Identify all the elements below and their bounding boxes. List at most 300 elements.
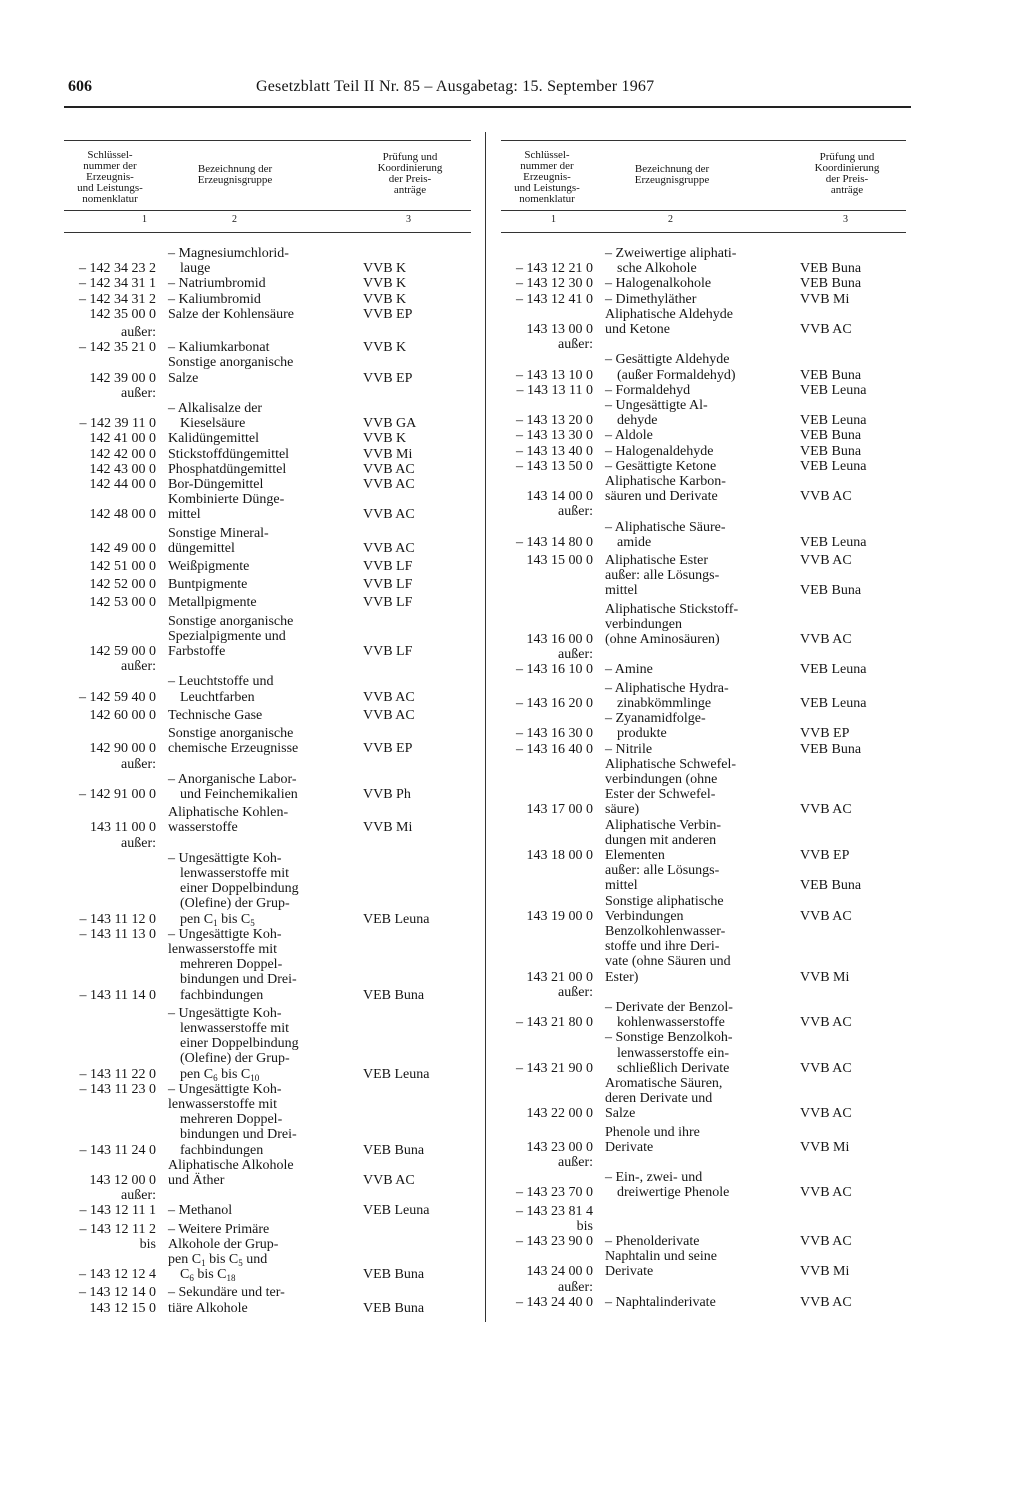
product-group-name (593, 1030, 786, 1076)
product-group-name (156, 659, 349, 674)
description-line: Alkohole der Grup- (168, 1236, 279, 1252)
table-row (501, 459, 906, 474)
table-row (501, 1219, 906, 1234)
key-number: – 143 12 41 0 (516, 291, 593, 307)
price-authority: VEB Buna (800, 878, 862, 894)
header-col-authority: Prüfung und Koordinierung der Preis- anträge (377, 151, 443, 196)
description-line: Aliphatische Alkohole (168, 1157, 294, 1173)
table-row (501, 246, 906, 276)
key-number: – 143 13 40 0 (516, 443, 593, 459)
description-line: – Phenolderivate (605, 1234, 700, 1249)
description-line: bindungen und Drei- (180, 972, 297, 988)
description-line: und Feinchemikalien (180, 786, 298, 802)
table-row (64, 1188, 471, 1203)
description-line: Aliphatische Verbin- (605, 817, 721, 833)
price-authority: VVB AC (800, 489, 852, 505)
key-number: – 143 13 11 0 (516, 382, 593, 398)
description-line: verbindungen (ohne (605, 771, 718, 787)
description-line: Ester der Schwefel- (605, 787, 716, 803)
table-row (501, 568, 906, 598)
right-table-body (501, 246, 906, 1310)
key-number: 143 12 15 0 (89, 1300, 156, 1316)
price-authority: VVB AC (800, 1294, 852, 1310)
price-authority: VVB EP (800, 726, 850, 742)
table-row (501, 1170, 906, 1200)
key-number: 143 21 00 0 (526, 969, 593, 985)
key-number: 143 16 00 0 (526, 632, 593, 648)
description-line: Kalidüngemittel (168, 431, 259, 447)
table-row (501, 1030, 906, 1076)
product-group-name (593, 1219, 786, 1234)
column-number-1: 1 (551, 214, 556, 225)
description-line: – Derivate der Benzol- (605, 999, 733, 1015)
description-line: amide (617, 534, 652, 550)
description-line: mittel (605, 583, 638, 599)
key-number: – 143 16 20 0 (516, 695, 593, 711)
price-authority: VEB Leuna (800, 413, 867, 429)
price-authority: VVB K (363, 340, 407, 356)
table-row (64, 492, 471, 522)
product-group-name (593, 602, 786, 648)
price-authority: VEB Buna (800, 583, 862, 599)
price-authority: VVB AC (800, 553, 852, 569)
table-row (64, 757, 471, 772)
table-header-rule (64, 210, 471, 211)
key-number: – 143 12 11 2 (79, 1221, 156, 1237)
description-line: Aliphatische Schwefel- (605, 756, 737, 772)
description-line: dehyde (617, 413, 658, 429)
description-line: Technische Gase (168, 707, 263, 723)
table-columns-rule (64, 232, 471, 233)
key-number: 143 23 00 0 (526, 1139, 593, 1155)
key-number: – 143 12 14 0 (79, 1285, 156, 1301)
table-row (64, 805, 471, 835)
table-row (64, 708, 471, 723)
description-line: Sonstige anorganische (168, 726, 294, 742)
description-line: kohlenwasserstoffe (617, 1015, 725, 1031)
description-line: zinabkömmlinge (617, 695, 712, 711)
key-number: 142 53 00 0 (89, 595, 156, 611)
description-line (605, 647, 786, 662)
description-line: Sonstige anorganische (168, 613, 294, 629)
description-line: außer: alle Lösungs- (605, 863, 720, 879)
table-row (501, 520, 906, 550)
product-group-name (156, 292, 349, 307)
key-number: – 143 23 90 0 (516, 1234, 593, 1249)
description-line: – Halogenaldehyde (605, 443, 714, 459)
table-row (501, 1076, 906, 1122)
description-line (605, 1204, 786, 1219)
description-line: – Aliphatische Hydra- (605, 680, 729, 696)
description-line (168, 386, 349, 401)
key-number: – 143 16 40 0 (516, 741, 593, 757)
product-group-name (156, 447, 349, 462)
description-line: – Weitere Primäre (168, 1221, 270, 1237)
table-row (64, 1301, 471, 1316)
description-line: dreiwertige Phenole (617, 1185, 730, 1201)
description-line: lenwasserstoffe mit (168, 1096, 277, 1112)
product-group-name (156, 836, 349, 851)
table-row (501, 894, 906, 924)
price-authority: VVB Mi (363, 446, 413, 462)
key-number: – 143 12 12 4 (79, 1267, 156, 1283)
product-group-name (593, 711, 786, 741)
description-line: tiäre Alkohole (168, 1300, 248, 1316)
product-group-name (156, 1252, 349, 1282)
table-row (64, 307, 471, 322)
key-number: außer: (558, 1154, 593, 1170)
description-line: Sonstige aliphatische (605, 893, 724, 909)
key-number: – 142 35 21 0 (79, 340, 156, 356)
product-group-name (156, 355, 349, 385)
description-line: Aliphatische Ester (605, 553, 709, 569)
product-group-name (156, 772, 349, 802)
price-authority: VEB Buna (363, 1267, 425, 1283)
table-row (501, 1249, 906, 1279)
description-line: – Natriumbromid (168, 276, 266, 292)
product-group-name (593, 398, 786, 428)
key-number: – 143 13 20 0 (516, 413, 593, 429)
description-line: außer: alle Lösungs- (605, 568, 720, 584)
table-row (64, 340, 471, 355)
key-number: – 143 16 30 0 (516, 726, 593, 742)
description-line: dungen mit anderen (605, 832, 717, 848)
table-row (501, 444, 906, 459)
description-line: pen $C_1$ bis $C_5$ und (168, 1252, 268, 1268)
table-row (501, 1125, 906, 1155)
table-row (64, 1237, 471, 1252)
key-number: 142 42 00 0 (89, 446, 156, 462)
table-row (64, 772, 471, 802)
price-authority: VVB Mi (800, 1139, 850, 1155)
product-group-name (593, 863, 786, 893)
description-line: – Kaliumkarbonat (168, 340, 270, 356)
price-authority: VEB Leuna (363, 1203, 430, 1219)
description-line: Kombinierte Dünge- (168, 492, 285, 508)
key-number: – 143 11 14 0 (79, 987, 156, 1003)
description-line: einer Doppelbindung (180, 881, 299, 897)
table-row (64, 836, 471, 851)
price-authority: VVB LF (363, 595, 413, 611)
description-line: pen $C_6$ bis $C_{10}$ (180, 1066, 260, 1083)
table-row (501, 553, 906, 568)
table-row (501, 647, 906, 662)
key-number: – 143 16 10 0 (516, 662, 593, 678)
table-row (64, 1158, 471, 1188)
price-authority: VVB K (363, 291, 407, 307)
description-line: lenwasserstoffe mit (180, 865, 289, 881)
description-line: Naphtalin und seine (605, 1249, 717, 1265)
description-line: – Ungesättigte Koh- (168, 850, 282, 866)
table-row (64, 1006, 471, 1082)
product-group-name (156, 1285, 349, 1300)
key-number: – 143 21 90 0 (516, 1060, 593, 1076)
page-header (64, 76, 911, 108)
table-row (501, 276, 906, 291)
description-line: fachbindungen (180, 987, 264, 1003)
description-line: – Ungesättigte Koh- (168, 1005, 282, 1021)
key-number: 142 43 00 0 (89, 461, 156, 477)
price-authority: VEB Leuna (800, 382, 867, 398)
table-row (501, 985, 906, 1000)
product-group-name (156, 559, 349, 574)
description-line: – Ungesättigte Al- (605, 398, 708, 414)
key-number: außer: (121, 659, 156, 675)
product-group-name (156, 1203, 349, 1218)
price-authority: VVB EP (363, 306, 413, 322)
table-row (501, 352, 906, 382)
table-top-rule (64, 140, 471, 141)
description-line: Metallpigmente (168, 595, 257, 611)
price-authority: VEB Buna (800, 741, 862, 757)
price-authority: VVB AC (800, 908, 852, 924)
description-line: Aromatische Säuren, (605, 1075, 723, 1091)
product-group-name (156, 708, 349, 723)
description-line: stoffe und ihre Deri- (605, 939, 720, 955)
key-number: – 143 14 80 0 (516, 534, 593, 550)
table-row (501, 863, 906, 893)
product-group-name (593, 1000, 786, 1030)
key-number: 142 52 00 0 (89, 577, 156, 593)
table-row (501, 1295, 906, 1310)
product-group-name (156, 246, 349, 276)
description-line: Salze (168, 370, 199, 386)
price-authority: VEB Buna (800, 276, 862, 292)
description-line: (Olefine) der Grup- (180, 896, 290, 912)
product-group-name (593, 504, 786, 519)
description-line: – Leuchtstoffe und (168, 674, 274, 690)
description-line: säuren und Derivate (605, 489, 718, 505)
product-group-name (593, 307, 786, 337)
price-authority: VVB LF (363, 559, 413, 575)
description-line: mehreren Doppel- (180, 957, 283, 973)
price-authority: VVB AC (800, 1185, 852, 1201)
key-number: 142 59 00 0 (89, 644, 156, 660)
description-line: – Anorganische Labor- (168, 771, 297, 787)
description-line: – Kaliumbromid (168, 291, 261, 307)
table-row (64, 386, 471, 401)
price-authority: VVB EP (363, 370, 413, 386)
table-row (501, 398, 906, 428)
description-line: – Sonstige Benzolkoh- (605, 1030, 733, 1046)
price-authority: VEB Leuna (363, 1066, 430, 1082)
product-group-name (593, 894, 786, 924)
table-row (64, 1222, 471, 1237)
description-line: lenwasserstoffe mit (180, 1020, 289, 1036)
product-group-name (156, 577, 349, 592)
description-line: Spezialpigmente und (168, 628, 286, 644)
key-number: – 143 21 80 0 (516, 1015, 593, 1031)
key-number: außer: (121, 1188, 156, 1204)
column-number-1: 1 (142, 214, 147, 225)
product-group-name (156, 674, 349, 704)
table-row (64, 246, 471, 276)
key-number: außer: (558, 984, 593, 1000)
description-line: – Dimethyläther (605, 291, 697, 307)
key-number: – 142 34 31 2 (79, 291, 156, 307)
product-group-name (593, 292, 786, 307)
product-group-name (156, 526, 349, 556)
key-number: – 143 13 10 0 (516, 367, 593, 383)
description-line: – Zweiwertige aliphati- (605, 246, 737, 261)
table-row (64, 355, 471, 385)
product-group-name (156, 595, 349, 610)
product-group-name (156, 431, 349, 446)
price-authority: VVB AC (800, 1106, 852, 1122)
price-authority: VVB AC (363, 540, 415, 556)
product-group-name (156, 614, 349, 660)
table-row (64, 595, 471, 610)
table-row (64, 1203, 471, 1218)
product-group-name (593, 276, 786, 291)
table-row (501, 711, 906, 741)
table-row (64, 526, 471, 556)
description-line: – Ungesättigte Koh- (168, 926, 282, 942)
key-number: – 142 34 23 2 (79, 261, 156, 277)
price-authority: VEB Buna (363, 987, 425, 1003)
description-line: bindungen und Drei- (180, 1127, 297, 1143)
product-group-name (156, 927, 349, 942)
table-row (64, 1252, 471, 1282)
description-line: mittel (605, 878, 638, 894)
key-number: 143 15 00 0 (526, 553, 593, 569)
product-group-name (156, 1301, 349, 1316)
description-line: vate (ohne Säuren und (605, 954, 731, 970)
price-authority: VVB AC (363, 461, 415, 477)
price-authority: VEB Leuna (800, 662, 867, 678)
product-group-name (593, 1125, 786, 1155)
table-header-rule (501, 210, 906, 211)
description-line: Aliphatische Karbon- (605, 474, 726, 490)
table-row (501, 337, 906, 352)
key-number: – 143 12 30 0 (516, 276, 593, 292)
table-row (64, 1082, 471, 1097)
product-group-name (156, 942, 349, 1003)
product-group-name (593, 985, 786, 1000)
key-number: 142 39 00 0 (89, 370, 156, 386)
description-line: $C_6$ bis $C_{18}$ (180, 1267, 236, 1284)
table-top-rule (501, 140, 906, 141)
column-number-3: 3 (406, 214, 411, 225)
right-column (501, 136, 906, 1336)
description-line: deren Derivate und (605, 1091, 713, 1107)
description-line: – Methanol (168, 1203, 233, 1219)
table-row (64, 325, 471, 340)
description-line: Weißpigmente (168, 559, 250, 575)
table-row (64, 577, 471, 592)
price-authority: VVB Mi (800, 1264, 850, 1280)
description-line: sche Alkohole (617, 261, 697, 277)
product-group-name (593, 337, 786, 352)
product-group-name (156, 726, 349, 756)
price-authority: VVB EP (800, 847, 850, 863)
description-line: Leuchtfarben (180, 689, 255, 705)
key-number: 142 49 00 0 (89, 540, 156, 556)
description-line: lauge (180, 261, 211, 277)
table-row (64, 477, 471, 492)
column-number-2: 2 (668, 214, 673, 225)
table-row (501, 292, 906, 307)
description-line (168, 325, 349, 340)
description-line: – Nitrile (605, 741, 653, 757)
table-row (501, 681, 906, 711)
product-group-name (593, 1280, 786, 1295)
description-line: – Aliphatische Säure- (605, 519, 726, 535)
product-group-name (156, 1188, 349, 1203)
description-line: – Ein-, zwei- und (605, 1170, 703, 1186)
product-group-name (156, 805, 349, 835)
description-line: – Sekundäre und ter- (168, 1285, 285, 1301)
product-group-name (593, 924, 786, 985)
key-number: – 143 13 30 0 (516, 428, 593, 444)
key-number: 143 13 00 0 (526, 322, 593, 338)
table-columns-rule (501, 232, 906, 233)
product-group-name (156, 1006, 349, 1082)
table-row (64, 927, 471, 942)
price-authority: VEB Leuna (800, 534, 867, 550)
description-line: Derivate (605, 1264, 654, 1280)
key-number: 143 17 00 0 (526, 802, 593, 818)
key-number: – 142 39 11 0 (79, 416, 156, 432)
description-line: – Amine (605, 662, 653, 678)
product-group-name (156, 851, 349, 927)
description-line: – Naphtalinderivate (605, 1294, 716, 1310)
column-number-3: 3 (843, 214, 848, 225)
product-group-name (593, 662, 786, 677)
product-group-name (156, 340, 349, 355)
description-line: wasserstoffe (168, 820, 238, 836)
description-line: Phenole und ihre (605, 1124, 700, 1140)
description-line: Aliphatische Kohlen- (168, 805, 289, 821)
description-line: Aliphatische Aldehyde (605, 306, 733, 322)
table-row (501, 818, 906, 864)
key-number: außer: (121, 325, 156, 341)
key-number: 142 48 00 0 (89, 507, 156, 523)
key-number: 143 24 00 0 (526, 1264, 593, 1280)
description-line: – Alkalisalze der (168, 401, 263, 417)
table-row (501, 742, 906, 757)
description-line: fachbindungen (180, 1142, 264, 1158)
description-line (605, 337, 786, 352)
product-group-name (593, 383, 786, 398)
price-authority: VVB AC (800, 1015, 852, 1031)
key-number: außer: (121, 835, 156, 851)
price-authority: VEB Buna (800, 443, 862, 459)
key-number: 143 11 00 0 (90, 820, 156, 836)
description-line: Kieselsäure (180, 416, 246, 432)
key-number: außer: (121, 385, 156, 401)
key-number: außer: (558, 337, 593, 353)
key-number: – 142 34 31 1 (79, 276, 156, 292)
description-line: mehreren Doppel- (180, 1112, 283, 1128)
price-authority: VVB Mi (800, 969, 850, 985)
table-row (64, 659, 471, 674)
table-row (501, 474, 906, 504)
column-divider (485, 132, 486, 1322)
product-group-name (593, 246, 786, 276)
description-line: Elementen (605, 847, 665, 863)
table-row (501, 924, 906, 985)
description-line: lenwasserstoffe mit (168, 941, 277, 957)
description-line (605, 1280, 786, 1295)
product-group-name (156, 325, 349, 340)
key-number: – 142 59 40 0 (79, 689, 156, 705)
description-line: (Olefine) der Grup- (180, 1051, 290, 1067)
description-line: (ohne Aminosäuren) (605, 632, 720, 648)
description-line: Verbindungen (605, 908, 684, 924)
product-group-name (156, 1222, 349, 1237)
product-group-name (593, 757, 786, 818)
